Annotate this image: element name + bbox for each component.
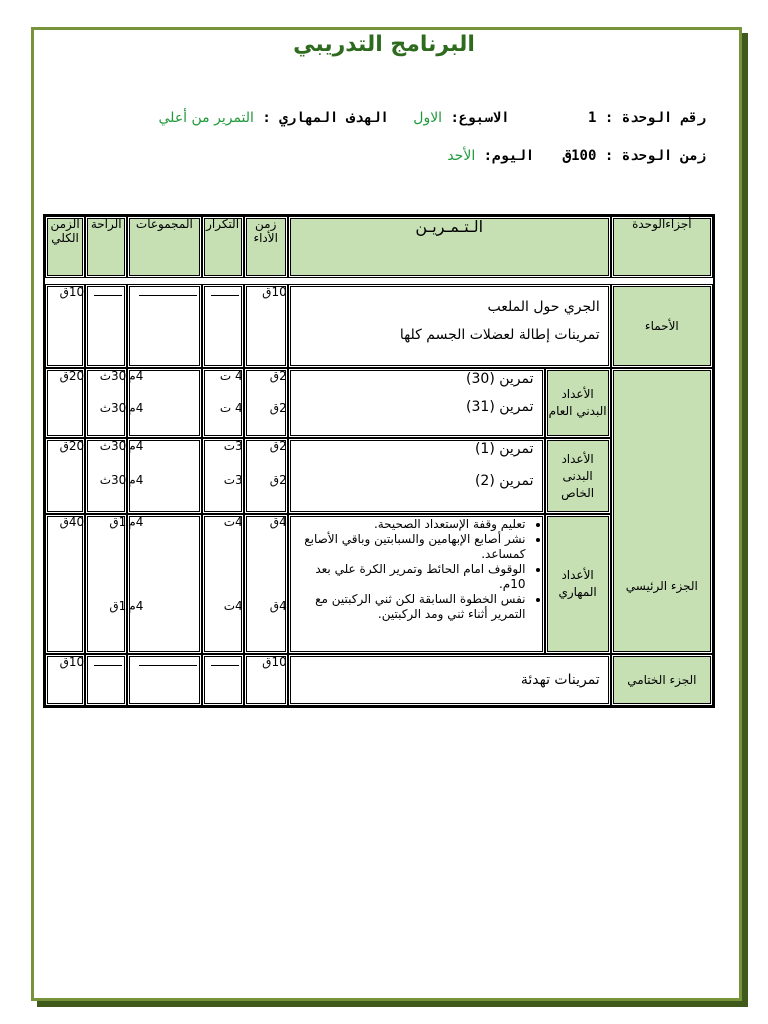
general-reps-1: 4 ت	[219, 369, 243, 383]
day-label: اليوم:	[483, 148, 535, 164]
sub-special: الأعداد البدنى الخاص	[545, 438, 611, 514]
week-label: الاسبوع:	[450, 110, 510, 126]
skill-exercises	[288, 514, 545, 654]
general-exercise-1: تمرين (30)	[466, 371, 534, 387]
general-exercise-2: تمرين (31)	[466, 399, 534, 415]
col-header-perform-time: زمن الأداء	[244, 216, 288, 278]
general-perform-time	[244, 368, 288, 438]
general-perform-time-1: 2ق	[269, 369, 287, 383]
cooldown-reps-dash	[202, 654, 244, 706]
warmup-perform-time: 10ق	[244, 284, 288, 368]
general-reps	[202, 368, 244, 438]
skill-total-time: 40ق	[45, 514, 85, 654]
cooldown-exercise: تمرينات تهدئة	[520, 672, 600, 688]
part-main: الجزء الرئيسي	[611, 368, 713, 654]
col-header-reps: التكرار	[202, 216, 244, 278]
unit-time-label: زمن الوحدة :	[604, 148, 706, 164]
general-rest	[85, 368, 127, 438]
table-row-warmup	[45, 284, 713, 368]
special-exercise-1: تمرين (1)	[474, 441, 534, 457]
warmup-rest-dash	[85, 284, 127, 368]
day-value: الأحد	[447, 148, 476, 164]
skill-groups-2: 4م	[128, 599, 144, 613]
general-reps-2: 4 ت	[219, 401, 243, 415]
sub-skill: الأعداد المهاري	[545, 514, 611, 654]
skill-goal-value: التمرير من أعلي	[158, 110, 254, 126]
skill-perform-time-2: 4ق	[269, 599, 287, 613]
special-groups-2: 4م	[128, 473, 144, 487]
general-total-time: 20ق	[45, 368, 85, 438]
unit-number-label: رقم الوحدة :	[604, 110, 706, 126]
table-row-general	[45, 368, 713, 438]
skill-bullet-1: • تعليم وقفة الإستعداد الصحيحة.	[297, 517, 526, 532]
week-value: الاول	[413, 110, 443, 126]
skill-perform-time	[244, 514, 288, 654]
skill-groups-1: 4م	[128, 515, 144, 529]
special-total-time: 20ق	[45, 438, 85, 514]
header-line-1	[159, 110, 706, 126]
cooldown-rest-dash	[85, 654, 127, 706]
special-reps-2: 3ت	[223, 473, 243, 487]
special-perform-time	[244, 438, 288, 514]
special-groups	[127, 438, 201, 514]
skill-rest-2: 1ق	[109, 599, 127, 613]
skill-bullet-4: • نفس الخطوة السابقة لكن ثني الركبتين مع التمرير أثناء ثني ومد الركبتين.	[297, 592, 526, 622]
header-line-2	[447, 148, 706, 164]
special-exercise-2: تمرين (2)	[474, 473, 534, 489]
warmup-exercises	[288, 284, 611, 368]
warmup-exercise-1: الجري حول الملعب	[487, 299, 600, 315]
page-title: البرنامج التدريبي	[293, 32, 475, 57]
general-groups	[127, 368, 201, 438]
cooldown-perform-time: 10ق	[244, 654, 288, 706]
skill-reps-1: 4ت	[223, 515, 243, 529]
special-reps	[202, 438, 244, 514]
warmup-total-time: 10ق	[45, 284, 85, 368]
skill-goal-label: الهدف المهاري :	[262, 110, 389, 126]
special-reps-1: 3ت	[223, 439, 243, 453]
part-cooldown: الجزء الختامي	[611, 654, 713, 706]
skill-bullet-2: • نشر أصابع الإبهامين والسبابتين وباقي الأصابع كمساعد.	[297, 532, 526, 562]
col-header-exercise: الـتـمـريـن	[288, 216, 611, 278]
unit-time-value: 100ق	[562, 148, 597, 164]
warmup-groups-dash	[127, 284, 201, 368]
warmup-reps-dash	[202, 284, 244, 368]
skill-bullet-3: • الوقوف امام الحائط وتمرير الكرة علي بعد 10م.	[297, 562, 526, 592]
skill-perform-time-1: 4ق	[269, 515, 287, 529]
col-header-total-time: الزمن الكلي	[45, 216, 85, 278]
skill-reps	[202, 514, 244, 654]
skill-bullets	[289, 517, 544, 622]
skill-reps-2: 4ت	[223, 599, 243, 613]
skill-rest	[85, 514, 127, 654]
special-perform-time-2: 2ق	[269, 473, 287, 487]
skill-rest-1: 1ق	[109, 515, 127, 529]
special-exercises	[288, 438, 545, 514]
cooldown-exercise-cell	[288, 654, 611, 706]
special-rest-1: 30ث	[99, 439, 127, 453]
unit-number-value: 1	[587, 110, 597, 126]
cooldown-total-time: 10ق	[45, 654, 85, 706]
general-rest-2: 30ث	[99, 401, 127, 415]
general-groups-2: 4م	[128, 401, 144, 415]
general-perform-time-2: 2ق	[269, 401, 287, 415]
special-rest	[85, 438, 127, 514]
skill-groups	[127, 514, 201, 654]
sub-general: الأعداد البدني العام	[545, 368, 611, 438]
special-rest-2: 30ث	[99, 473, 127, 487]
cooldown-groups-dash	[127, 654, 201, 706]
general-groups-1: 4م	[128, 369, 144, 383]
warmup-exercise-2: تمرينات إطالة لعضلات الجسم كلها	[399, 327, 600, 343]
general-exercises	[288, 368, 545, 438]
col-header-parts: أجزاءالوحدة	[611, 216, 713, 278]
general-rest-1: 30ث	[99, 369, 127, 383]
col-header-groups: المجموعات	[127, 216, 201, 278]
col-header-rest: الراحة	[85, 216, 127, 278]
training-table	[43, 214, 715, 708]
special-groups-1: 4م	[128, 439, 144, 453]
special-perform-time-1: 2ق	[269, 439, 287, 453]
part-warmup: الأحماء	[611, 284, 713, 368]
table-row-cooldown	[45, 654, 713, 706]
